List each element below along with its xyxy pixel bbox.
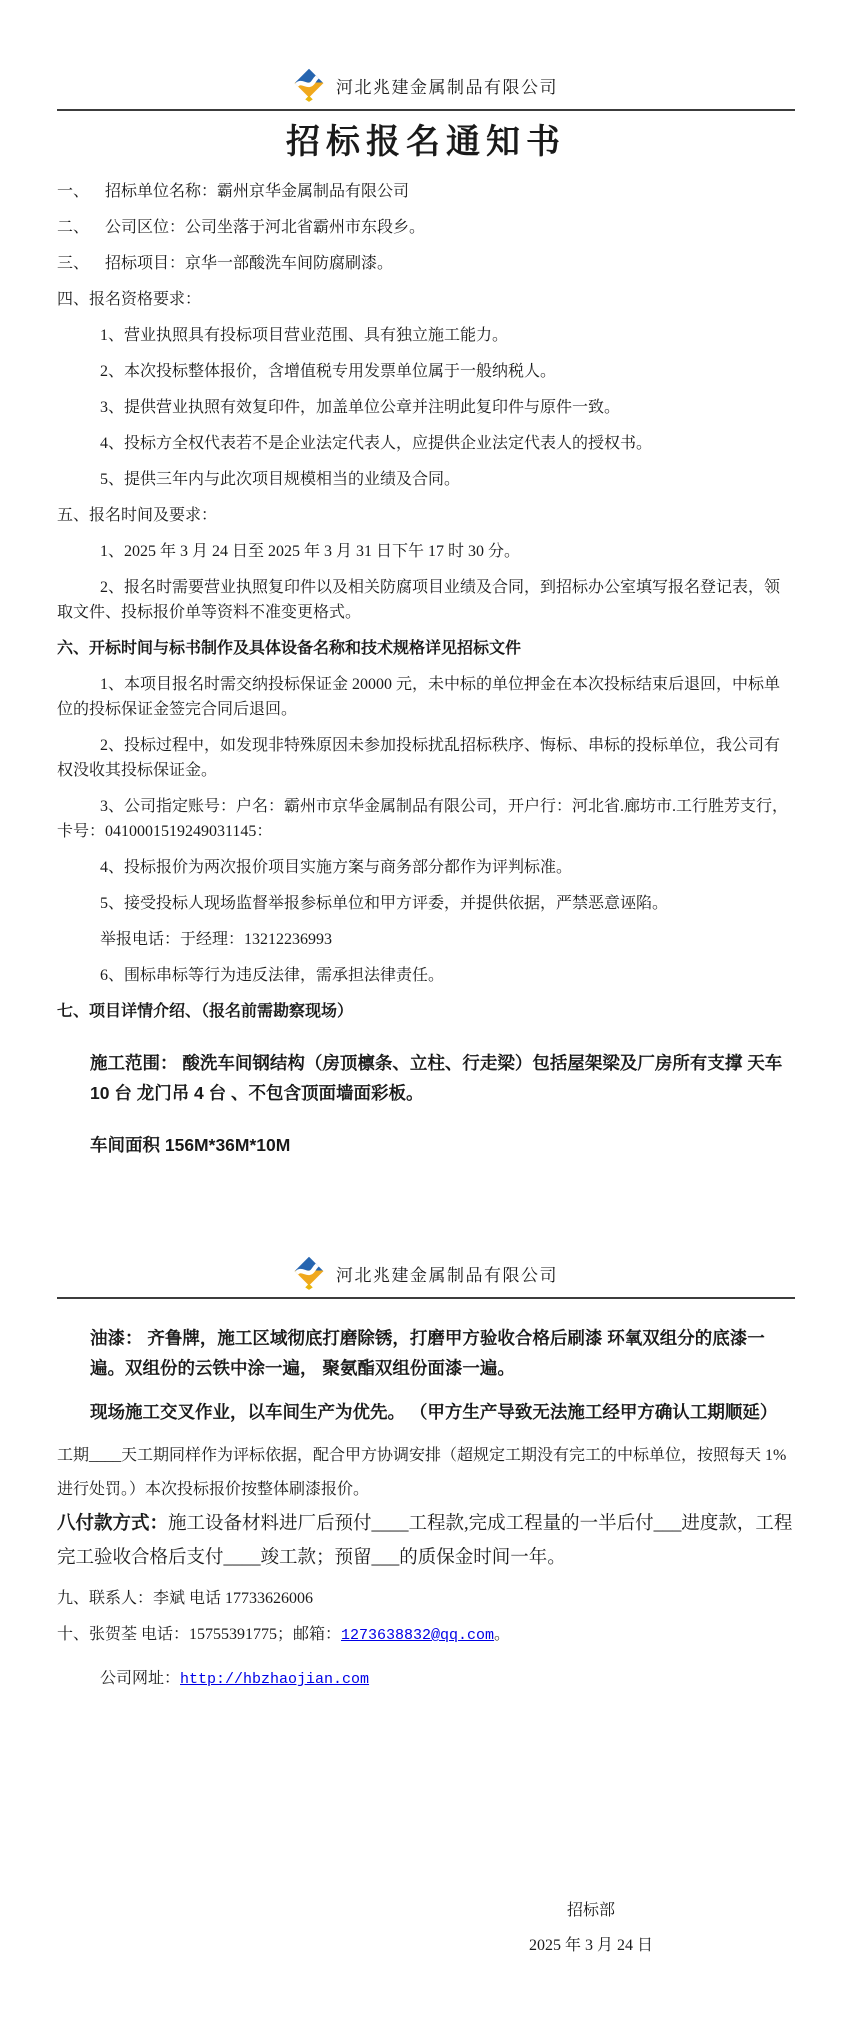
item-2-number: 二、 xyxy=(57,219,90,236)
duration-paragraph: 工期____天工期同样作为评标依据，配合甲方协调安排（超规定工期没有完工的中标单位，按照每天 1%进行处罚。）本次投标报价按整体刷漆报价。 xyxy=(57,1447,787,1498)
paint-paragraph: 油漆： 齐鲁牌，施工区域彻底打磨除锈，打磨甲方验收合格后刷漆 环氧双组分的底漆一遍。双组份的云铁中涂一遍， 聚氨酯双组份面漆一遍。 xyxy=(90,1328,765,1378)
item-4-sub-5: 5、提供三年内与此次项目规模相当的业绩及合同。 xyxy=(100,471,461,488)
contact-zhang-text: 十、张贺荃 电话：15755391775；邮箱： xyxy=(57,1626,342,1643)
item-6-sub-2: 2、投标过程中，如发现非特殊原因未参加投标扰乱招标秩序、悔标、串标的投标单位，我公司有权没收其投标保证金。 xyxy=(57,737,781,779)
item-3 xyxy=(57,251,795,276)
item-6-sub-4: 4、投标报价为两次报价项目实施方案与商务部分都作为评判标准。 xyxy=(100,859,573,876)
item-4-sub-2: 2、本次投标整体报价，含增值税专用发票单位属于一般纳税人。 xyxy=(100,363,557,380)
item-6-sub-3: 3、公司指定账号：户名：霸州市京华金属制品有限公司，开户行：河北省.廊坊市.工行胜芳支行，卡号：0410001519249031145： xyxy=(57,798,789,840)
item-4-sub-4: 4、投标方全权代表若不是企业法定代表人，应提供企业法定代表人的授权书。 xyxy=(100,435,653,452)
sign-department: 招标部 xyxy=(566,1902,615,1919)
website-label: 公司网址： xyxy=(100,1670,181,1687)
sign-date: 2025 年 3 月 24 日 xyxy=(528,1937,653,1954)
item-3-text: 招标项目：京华一部酸洗车间防腐刷漆。 xyxy=(105,255,394,272)
item-6-heading: 六、开标时间与标书制作及具体设备名称和技术规格详见招标文件 xyxy=(57,640,522,657)
item-5-sub-1: 1、2025 年 3 月 24 日至 2025 年 3 月 31 日下午 17 时 30 分。 xyxy=(100,543,521,560)
item-4-sub-1: 1、营业执照具有投标项目营业范围、具有独立施工能力。 xyxy=(100,327,509,344)
website-link[interactable]: http://hbzhaojian.com xyxy=(180,1671,370,1688)
item-5-sub-2: 2、报名时需要营业执照复印件以及相关防腐项目业绩及合同，到招标办公室填写报名登记表，领取文件、投标报价单等资料不准变更格式。 xyxy=(57,579,781,621)
scope-paragraph: 施工范围： 酸洗车间钢结构（房顶檩条、立柱、行走梁）包括屋架梁及厂房所有支撑 天车 10 台 龙门吊 4 台 、不包含顶面墙面彩板。 xyxy=(90,1053,783,1103)
item-7-heading: 七、项目详情介绍、（报名前需勘察现场） xyxy=(57,1003,354,1020)
company-logo-icon xyxy=(294,1256,324,1290)
company-name: 河北兆建金属制品有限公司 xyxy=(336,1265,558,1285)
email-link[interactable]: 1273638832@qq.com xyxy=(341,1627,495,1644)
item-6-sub-1: 1、本项目报名时需交纳投标保证金 20000 元，未中标的单位押金在本次投标结束后退回，中标单位的投标保证金签完合同后退回。 xyxy=(57,676,781,718)
contact-zhang xyxy=(57,1622,795,1648)
company-logo-icon xyxy=(294,68,324,102)
item-1-text: 招标单位名称：霸州京华金属制品有限公司 xyxy=(105,183,410,200)
item-5-heading: 五、报名时间及要求： xyxy=(57,507,218,524)
item-4-sub-3: 3、提供营业执照有效复印件，加盖单位公章并注明此复印件与原件一致。 xyxy=(100,399,621,416)
item-2 xyxy=(57,215,795,240)
page-break-spacer xyxy=(57,1171,795,1256)
page2-header xyxy=(57,1256,795,1299)
website-line xyxy=(57,1666,795,1692)
company-name: 河北兆建金属制品有限公司 xyxy=(336,77,558,97)
doc-title: 招标报名通知书 xyxy=(286,124,566,161)
contact-li-bin: 九、联系人：李斌 电话 17733626006 xyxy=(57,1590,314,1607)
item-3-number: 三、 xyxy=(57,255,90,272)
item-4-heading: 四、报名资格要求： xyxy=(57,291,202,308)
item-6-sub-5: 5、接受投标人现场监督举报参标单位和甲方评委，并提供依据，严禁恶意诬陷。 xyxy=(100,895,669,912)
item-6-sub-6: 6、围标串标等行为违反法律，需承担法律责任。 xyxy=(100,967,445,984)
workshop-area: 车间面积 156M*36M*10M xyxy=(90,1135,291,1155)
payment-label: 八付款方式： xyxy=(57,1514,169,1534)
report-phone: 举报电话：于经理：13212236993 xyxy=(100,931,333,948)
payment-paragraph xyxy=(57,1507,795,1575)
signature-spacer xyxy=(57,1703,795,1888)
payment-text: 施工设备材料进厂后预付____工程款,完成工程量的一半后付___进度款，工程完工验收合格后支付____竣工款；预留___的质保金时间一年。 xyxy=(57,1514,793,1568)
signature-block xyxy=(57,1898,795,1958)
contact-zhang-suffix: 。 xyxy=(494,1626,511,1643)
item-1-number: 一、 xyxy=(57,183,90,200)
page1-header xyxy=(57,68,795,111)
item-2-text: 公司区位：公司坐落于河北省霸州市东段乡。 xyxy=(105,219,426,236)
item-1 xyxy=(57,179,795,204)
onsite-paragraph: 现场施工交叉作业，以车间生产为优先。 （甲方生产导致无法施工经甲方确认工期顺延） xyxy=(90,1402,778,1422)
